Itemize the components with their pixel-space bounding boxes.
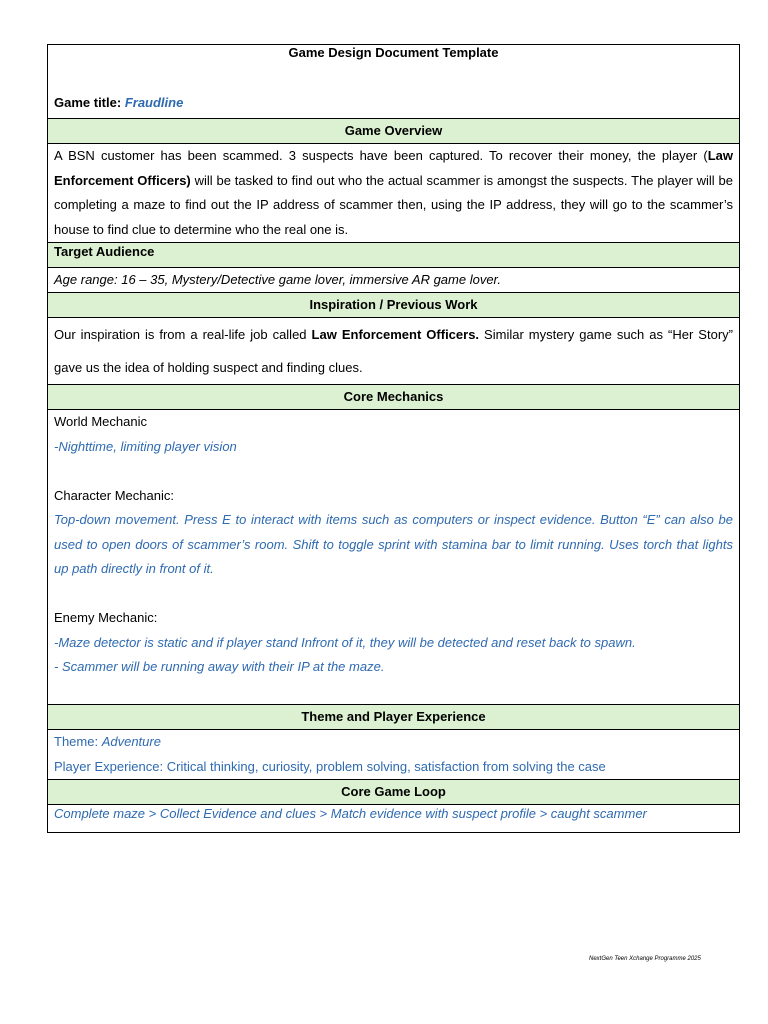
enemy-mechanic-text-1: -Maze detector is static and if player stand Infront of it, they will be detected and reset back to spawn. xyxy=(54,634,636,650)
game-title-line xyxy=(54,94,733,112)
overview-bold-1: Law Enforcement Officers) xyxy=(54,148,733,188)
overview-text-2: will be tasked to find out who the actual scammer is amongst the suspects. The player will be completing a maze to find out the IP address of scammer then, using the IP address, they will go to the scammer’s house to find clue to determine who the real one is. xyxy=(54,172,733,237)
enemy-mechanic-text-2: - Scammer will be running away with their IP at the maze. xyxy=(54,659,385,674)
world-mechanic-text: -Nighttime, limiting player vision xyxy=(54,438,237,454)
section-header-inspiration: Inspiration / Previous Work xyxy=(48,293,740,318)
section-header-audience: Target Audience xyxy=(48,243,740,268)
inspiration-text-2: Similar mystery game such as “Her Story” gave us the idea of holding suspect and finding clues. xyxy=(54,327,733,375)
character-mechanic-text: Top-down movement. Press E to interact with items such as computers or inspect evidence. Button “E” can also be used to open doors of scammer’s room. Shift to toggle sprint with stamina bar to limit running. Uses torch that lights up path directly in front of it. xyxy=(54,512,733,576)
spacer xyxy=(54,582,733,607)
theme-value: Adventure xyxy=(101,734,161,749)
theme-body xyxy=(48,730,740,780)
enemy-mechanic-label: Enemy Mechanic: xyxy=(54,610,158,625)
design-document-table xyxy=(47,44,740,833)
inspiration-text xyxy=(48,318,740,385)
section-header-core-loop: Core Game Loop xyxy=(48,780,740,805)
game-title-label: Game title: xyxy=(54,95,122,110)
game-title-value: Fraudline xyxy=(124,95,184,110)
overview-text xyxy=(48,144,740,243)
inspiration-bold-1: Law Enforcement Officers. xyxy=(311,327,480,342)
section-header-overview: Game Overview xyxy=(48,119,740,144)
theme-line xyxy=(54,730,733,755)
footer-note: NextGen Teen Xchange Programme 2025 xyxy=(589,956,701,962)
world-mechanic-label: World Mechanic xyxy=(54,414,147,429)
section-header-theme: Theme and Player Experience xyxy=(48,705,740,730)
player-experience-text: Player Experience: Critical thinking, curiosity, problem solving, satisfaction from solving the case xyxy=(54,758,606,774)
title-cell xyxy=(48,45,740,119)
theme-label: Theme: xyxy=(54,734,102,749)
section-header-core-mechanics: Core Mechanics xyxy=(48,385,740,410)
document-title: Game Design Document Template xyxy=(288,45,499,60)
inspiration-text-1: Our inspiration is from a real-life job called xyxy=(54,327,312,342)
character-mechanic-label: Character Mechanic: xyxy=(54,487,174,503)
core-mechanics-body xyxy=(48,410,740,705)
spacer xyxy=(54,459,733,484)
audience-text: Age range: 16 – 35, Mystery/Detective game lover, immersive AR game lover. xyxy=(48,268,740,293)
overview-text-1: A BSN customer has been scammed. 3 suspects have been captured. To recover their money, the player ( xyxy=(54,148,708,163)
core-loop-text: Complete maze > Collect Evidence and clues > Match evidence with suspect profile > caught scammer xyxy=(48,805,740,833)
